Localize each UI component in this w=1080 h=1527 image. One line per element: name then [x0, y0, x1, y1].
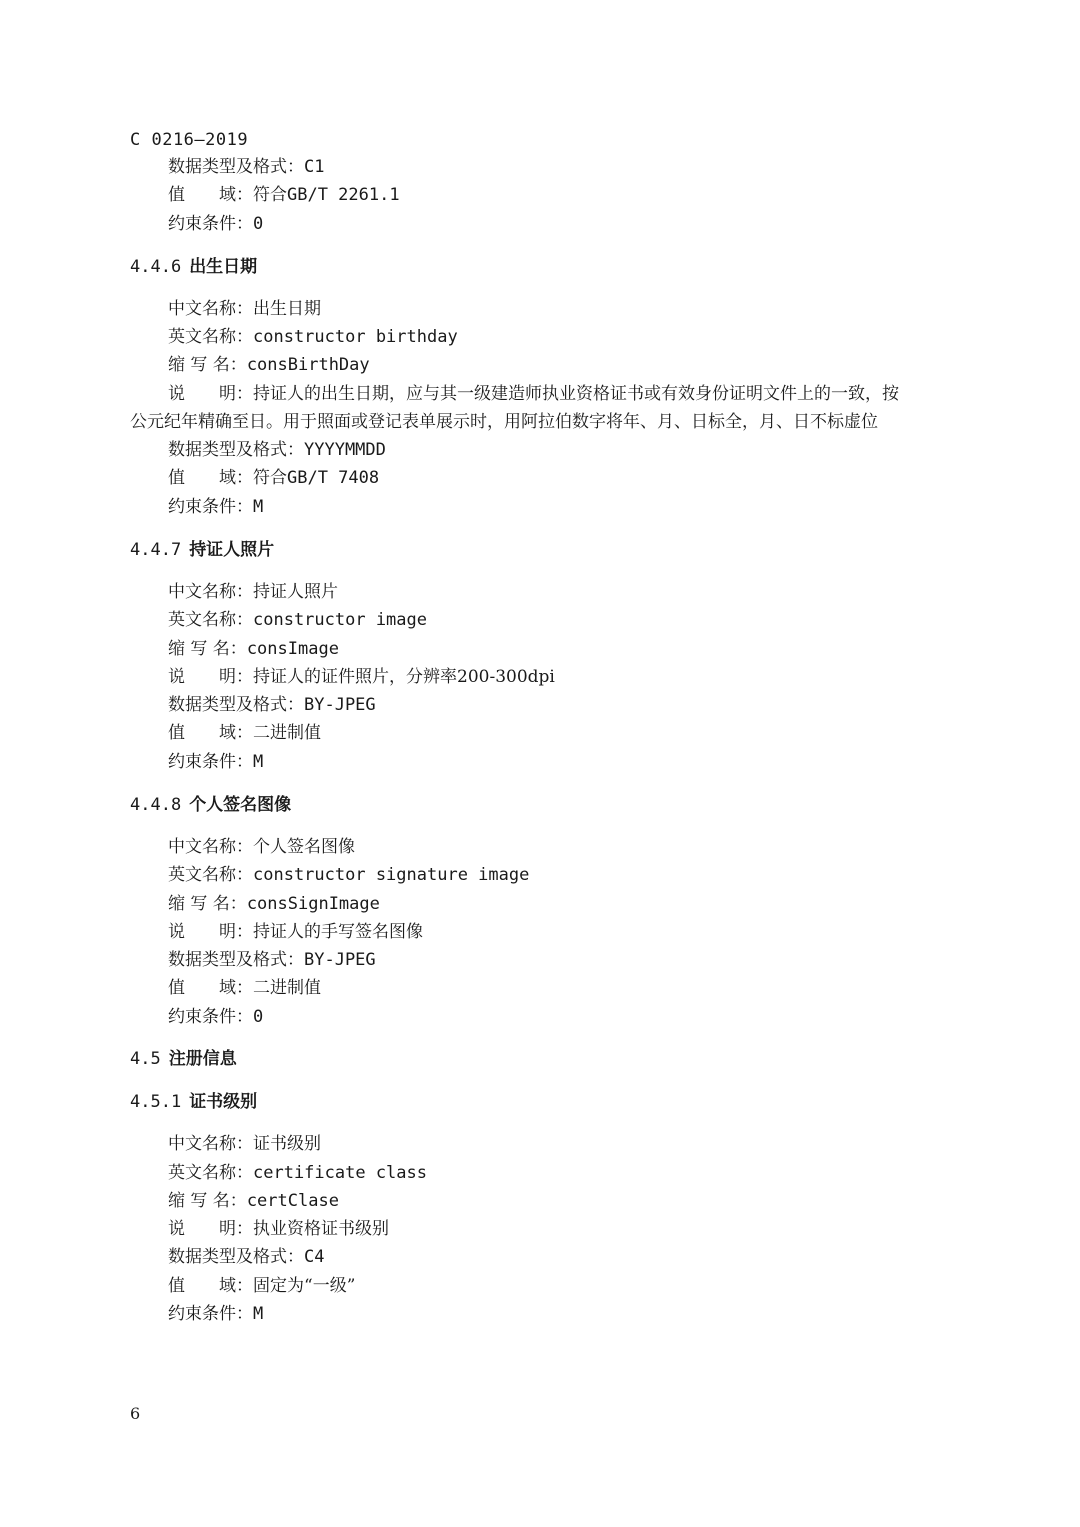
field-en-name: 英文名称：constructor image — [168, 610, 427, 630]
field-abbr: 缩 写 名：consSignImage — [168, 894, 380, 914]
section-heading-4-5-1: 4.5.1 证书级别 — [130, 1092, 258, 1112]
field-abbr: 缩 写 名：certClase — [168, 1191, 339, 1211]
field-cn-name: 中文名称：个人签名图像 — [168, 837, 355, 857]
section-heading-4-4-8: 4.4.8 个人签名图像 — [130, 795, 292, 815]
field-constraint: 约束条件：M — [168, 497, 264, 517]
field-cn-name: 中文名称：证书级别 — [168, 1134, 321, 1154]
field-desc: 说 明：持证人的手写签名图像 — [168, 922, 423, 942]
field-en-name: 英文名称：constructor birthday — [168, 327, 458, 347]
field-type: 数据类型及格式：BY-JPEG — [168, 695, 376, 715]
field-domain: 值 域：符合GB/T 7408 — [168, 468, 380, 488]
section-heading-4-4-7: 4.4.7 持证人照片 — [130, 540, 275, 560]
field-type: 数据类型及格式：YYYYMMDD — [168, 440, 386, 460]
field-en-name: 英文名称：certificate class — [168, 1163, 427, 1183]
field-cn-name: 中文名称：持证人照片 — [168, 582, 338, 602]
field-desc: 说 明：执业资格证书级别 — [168, 1219, 389, 1239]
field-constraint: 约束条件：0 — [168, 214, 264, 234]
field-constraint: 约束条件：M — [168, 1304, 264, 1324]
field-desc: 说 明：持证人的出生日期，应与其一级建造师执业资格证书或有效身份证明文件上的一致，按 — [168, 384, 899, 404]
field-domain: 值 域：符合GB/T 2261.1 — [168, 185, 400, 205]
field-type: 数据类型及格式：BY-JPEG — [168, 950, 376, 970]
document-code: C 0216—2019 — [130, 130, 249, 150]
field-domain: 值 域：二进制值 — [168, 978, 321, 998]
field-type: 数据类型及格式：C4 — [168, 1247, 325, 1267]
section-heading-4-4-6: 4.4.6 出生日期 — [130, 257, 258, 277]
field-abbr: 缩 写 名：consBirthDay — [168, 355, 370, 375]
section-heading-4-5: 4.5 注册信息 — [130, 1049, 237, 1069]
field-abbr: 缩 写 名：consImage — [168, 639, 339, 659]
field-desc: 说 明：持证人的证件照片，分辨率200-300dpi — [168, 667, 555, 687]
field-type: 数据类型及格式：C1 — [168, 157, 325, 177]
field-domain: 值 域：二进制值 — [168, 723, 321, 743]
field-constraint: 约束条件：M — [168, 752, 264, 772]
field-en-name: 英文名称：constructor signature image — [168, 865, 530, 885]
field-cn-name: 中文名称：出生日期 — [168, 299, 321, 319]
page-number: 6 — [130, 1404, 141, 1423]
field-desc-continuation: 公元纪年精确至日。用于照面或登记表单展示时，用阿拉伯数字将年、月、日标全，月、日不标虚位 — [130, 412, 878, 432]
field-constraint: 约束条件：0 — [168, 1007, 264, 1027]
field-domain: 值 域：固定为“一级” — [168, 1276, 356, 1296]
